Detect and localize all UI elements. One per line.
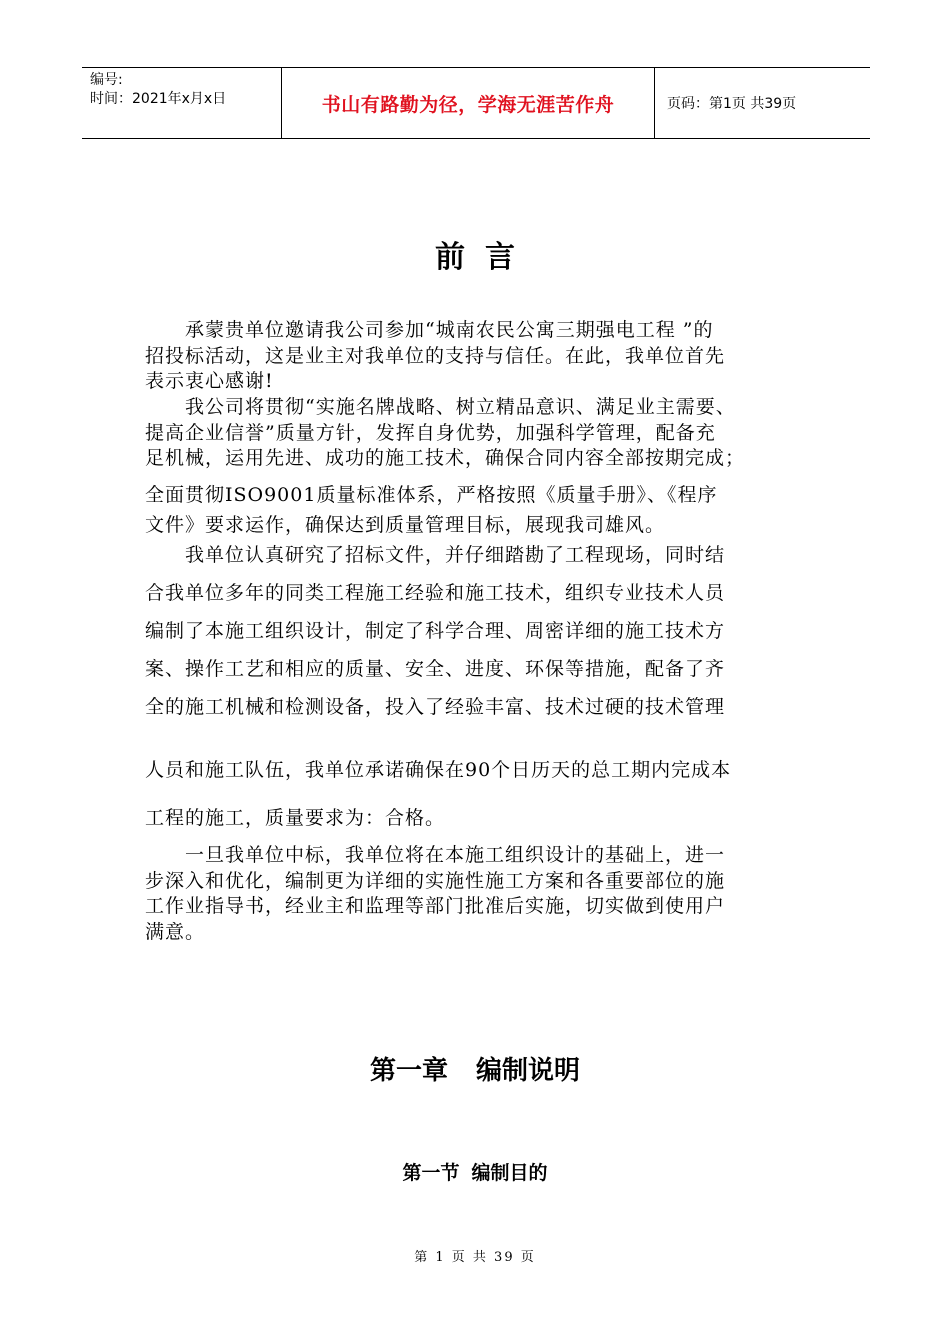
chapter-heading xyxy=(0,1050,950,1087)
preface-paragraph-4 xyxy=(145,536,815,726)
text-line: 合我单位多年的同类工程施工经验和施工技术，组织专业技术人员 xyxy=(145,582,726,604)
text-line: 一旦我单位中标，我单位将在本施工组织设计的基础上，进一 xyxy=(145,844,726,866)
text-line: 步深入和优化，编制更为详细的实施性施工方案和各重要部位的施 xyxy=(145,869,726,892)
text-line: 我公司将贯彻“实施名牌战略、树立精品意识、满足业主需要、 xyxy=(145,396,736,418)
chapter-number: 第一章 xyxy=(369,1056,448,1086)
text-line: 我单位认真研究了招标文件，并仔细踏勘了工程现场，同时结 xyxy=(145,544,726,566)
page-footer: 第 1 页 共 39 页 xyxy=(414,1250,536,1265)
text-line: 人员和施工队伍，我单位承诺确保在90个日历天的总工期内完成本 xyxy=(145,759,732,781)
preface-paragraph-3 xyxy=(145,480,815,540)
text-line: 全的施工机械和检测设备，投入了经验丰富、技术过硬的技术管理 xyxy=(145,696,726,718)
text-line: 足机械，运用先进、成功的施工技术，确保合同内容全部按期完成； xyxy=(145,447,746,470)
preface-paragraph-7 xyxy=(145,843,815,945)
text-line: 全面贯彻ISO9001质量标准体系，严格按照《质量手册》、《程序 xyxy=(145,484,718,506)
serial-number-label: 编号: xyxy=(90,72,123,88)
preface-paragraph-1 xyxy=(145,318,815,395)
text-line: 工作业指导书，经业主和监理等部门批准后实施，切实做到使用户 xyxy=(145,895,726,918)
header-page-info: 页码：第1页 共39页 xyxy=(667,96,797,112)
text-line: 承蒙贵单位邀请我公司参加“城南农民公寓三期强电工程 ”的 xyxy=(145,319,714,341)
text-line: 招投标活动，这是业主对我单位的支持与信任。在此，我单位首先 xyxy=(145,344,726,367)
text-line: 案、操作工艺和相应的质量、安全、进度、环保等措施，配备了齐 xyxy=(145,658,726,680)
section-heading xyxy=(0,1158,950,1185)
text-line: 文件》要求运作，确保达到质量管理目标，展现我司雄风。 xyxy=(145,514,666,536)
preface-paragraph-6 xyxy=(145,803,815,833)
preface-paragraph-2 xyxy=(145,395,815,472)
section-title: 编制目的 xyxy=(471,1162,548,1184)
section-number: 第一节 xyxy=(402,1162,460,1184)
header-motto: 书山有路勤为径，学海无涯苦作舟 xyxy=(282,68,655,138)
header-table xyxy=(82,67,870,139)
text-line: 提高企业信誉”质量方针，发挥自身优势，加强科学管理，配备充 xyxy=(145,421,716,444)
text-line: 编制了本施工组织设计，制定了科学合理、周密详细的施工技术方 xyxy=(145,620,726,642)
preface-paragraph-5 xyxy=(145,755,815,785)
text-line: 工程的施工，质量要求为：合格。 xyxy=(145,807,446,829)
date-label: 时间：2021年x月x日 xyxy=(90,91,227,107)
text-line: 满意。 xyxy=(145,920,206,943)
chapter-title: 编制说明 xyxy=(476,1056,581,1086)
header-meta-cell xyxy=(82,68,282,138)
text-line: 表示衷心感谢! xyxy=(145,370,274,393)
preface-title: 前言 xyxy=(435,240,535,275)
